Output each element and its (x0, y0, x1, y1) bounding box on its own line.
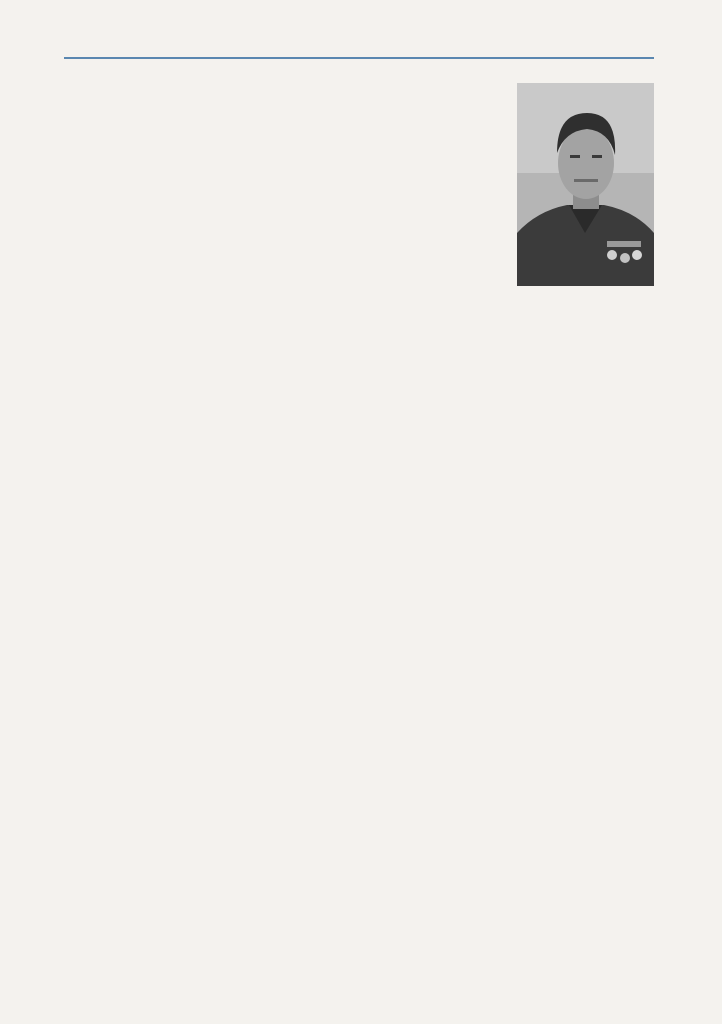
portrait-illustration (517, 83, 654, 286)
author-photo (517, 83, 654, 286)
header-rule (64, 57, 654, 59)
